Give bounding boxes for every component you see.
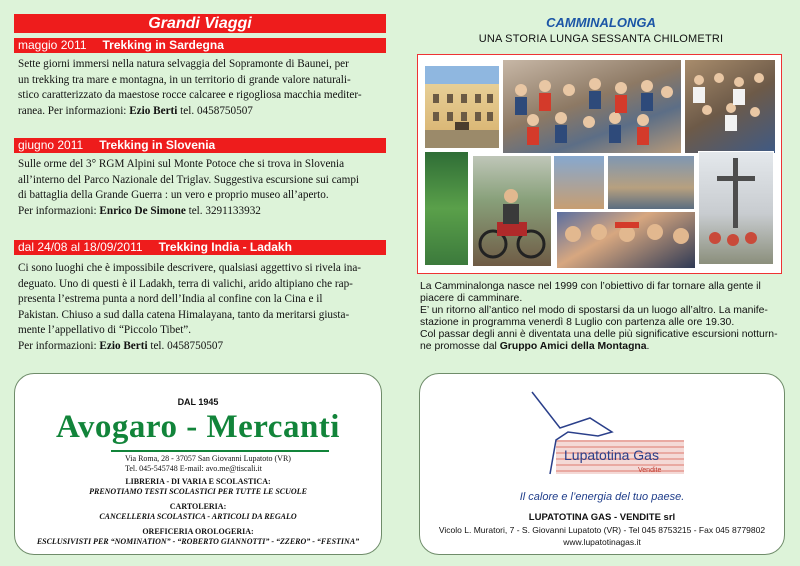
text-line: all’interno del Parco Nazionale del Triglav. Suggestiva escursione sui campi xyxy=(18,173,360,186)
section-title-libreria: LIBRERIA - DI VARIA E SCOLASTICA: xyxy=(125,477,271,486)
group-illustration xyxy=(503,60,681,153)
text-line: Per informazioni: Ezio Berti tel. 0458750507 xyxy=(18,339,224,352)
faces-illustration xyxy=(557,212,695,268)
text-line: di battaglia della Grande Guerra : un vero e proprio museo all’aperto. xyxy=(18,189,329,202)
text-line: ranea. Per informazioni: Ezio Berti tel. 0458750507 xyxy=(18,104,253,117)
contact-name: Ezio Berti xyxy=(129,104,178,117)
hikers-photo xyxy=(607,155,695,210)
trip-description-sardegna xyxy=(18,57,388,119)
trip-header-slovenia xyxy=(14,138,386,153)
trip-title: Trekking in Sardegna xyxy=(102,38,224,52)
trip-header-sardegna xyxy=(14,38,386,53)
logo-subtitle: Vendite xyxy=(638,467,662,474)
cross-illustration xyxy=(699,152,773,264)
camminalonga-description xyxy=(420,281,790,353)
section-title-oreficeria: OREFICERIA OROLOGERIA: xyxy=(142,527,254,536)
logo-name: Lupatotina Gas xyxy=(564,447,659,463)
group-photo-right xyxy=(684,59,776,154)
trip-date: maggio 2011 xyxy=(18,38,87,52)
avogaro-mercanti-ad xyxy=(14,373,382,555)
text-line: mente l’appellativo di “Piccolo Tibet”. xyxy=(18,324,192,337)
text-line: Pakistan. Chiuso a sud dalla catena Himalayana, tanto da meritarsi giusta- xyxy=(18,308,350,321)
section-title-cartoleria: CARTOLERIA: xyxy=(169,502,227,511)
text-line: stico caratterizzato da maestose rocce calcaree e rigogliosa macchia mediter- xyxy=(18,89,362,102)
photo-collage xyxy=(417,54,782,274)
lupatotina-logo xyxy=(520,388,700,488)
text-line: un trekking tra mare e montagna, in un territorio di grande valore naturali- xyxy=(18,73,351,86)
avogaro-address xyxy=(125,454,375,474)
text-line: presenta l’estrema punta a nord dell’India al confine con la Cina e il xyxy=(18,293,323,306)
text-line: La Camminalonga nasce nel 1999 con l’obiettivo di far tornare alla gente il xyxy=(420,281,761,292)
company-website: www.lupatotinagas.it xyxy=(563,537,641,547)
section-text-oreficeria: ESCLUSIVISTI PER “NOMINATION” - “ROBERTO GIANNOTTI” - “ZZERO” - “FESTINA” xyxy=(36,537,360,546)
text-line: Per informazioni: Enrico De Simone tel. 3291133932 xyxy=(18,204,261,217)
contact-name: Ezio Berti xyxy=(99,339,148,352)
text-line: piacere di camminare. xyxy=(420,293,523,304)
runners-photo xyxy=(553,155,605,210)
lupatotina-gas-ad xyxy=(419,373,785,555)
trip-title: Trekking in Slovenia xyxy=(99,138,216,152)
summit-cross-photo xyxy=(698,151,774,265)
contacts-line: Tel. 045-545748 E-mail: avo.me@tiscali.it xyxy=(125,464,262,473)
text-line: ne promosse dal Gruppo Amici della Montagna. xyxy=(420,341,650,352)
camminalonga-title: CAMMINALONGA xyxy=(546,15,656,30)
text-line: E’ un ritorno all’antico nel modo di spostarsi da un luogo all’altro. La manife- xyxy=(420,305,768,316)
camminalonga-subtitle: UNA STORIA LUNGA SESSANTA CHILOMETRI xyxy=(478,33,724,45)
address-line: Via Roma, 28 - 37057 San Giovanni Lupatoto (VR) xyxy=(125,454,291,463)
section-text-cartoleria: CANCELLERIA SCOLASTICA - ARTICOLI DA REGALO xyxy=(99,512,297,521)
logo-underline xyxy=(111,450,329,452)
landscape-photo xyxy=(424,151,469,266)
trip-date: giugno 2011 xyxy=(18,138,84,152)
organizer-name: Gruppo Amici della Montagna xyxy=(499,341,647,352)
slogan: Il calore e l’energia del tuo paese. xyxy=(519,491,685,503)
crowd-illustration xyxy=(685,60,775,153)
founded-label: DAL 1945 xyxy=(177,397,219,407)
trip-description-ladakh xyxy=(18,261,388,355)
motorbike-photo xyxy=(472,155,552,267)
contact-name: Enrico De Simone xyxy=(99,204,186,217)
trip-description-slovenia xyxy=(18,157,388,219)
text-line: deguato. Uno di questi è il Ladakh, terra di valichi, arido altipiano che rap- xyxy=(18,277,353,290)
text-line: Col passar degli anni è diventata una delle più significative escursioni notturn- xyxy=(420,329,778,340)
trip-header-ladakh xyxy=(14,240,386,255)
grandi-viaggi-banner: Grandi Viaggi xyxy=(14,14,386,33)
trip-date: dal 24/08 al 18/09/2011 xyxy=(18,240,143,254)
trip-title: Trekking India - Ladakh xyxy=(158,240,292,254)
group-photo-bottom xyxy=(556,211,696,269)
building-photo xyxy=(424,65,500,149)
text-line: stazione in programma venerdì 8 Luglio con partenza alle ore 19.30. xyxy=(420,317,735,328)
text-line: Sulle orme del 3° RGM Alpini sul Monte Potoce che si trova in Slovenia xyxy=(18,158,345,170)
section-text-libreria: PRENOTIAMO TESTI SCOLASTICI PER TUTTE LE SCUOLE xyxy=(89,487,307,496)
avogaro-logo-text: Avogaro - Mercanti xyxy=(56,409,340,445)
motorbike-illustration xyxy=(473,156,551,266)
company-address: Vicolo L. Muratori, 7 - S. Giovanni Lupatoto (VR) - Tel 045 8753215 - Fax 045 8779802 xyxy=(438,525,766,535)
company-name: LUPATOTINA GAS - VENDITE srl xyxy=(528,512,676,523)
text-line: Sette giorni immersi nella natura selvaggia del Sopramonte di Baunei, per xyxy=(18,58,349,70)
text-line: Ci sono luoghi che è impossibile descrivere, qualsiasi aggettivo si rivela ina- xyxy=(18,262,362,274)
building-illustration xyxy=(425,66,499,148)
group-photo-top xyxy=(502,59,682,154)
